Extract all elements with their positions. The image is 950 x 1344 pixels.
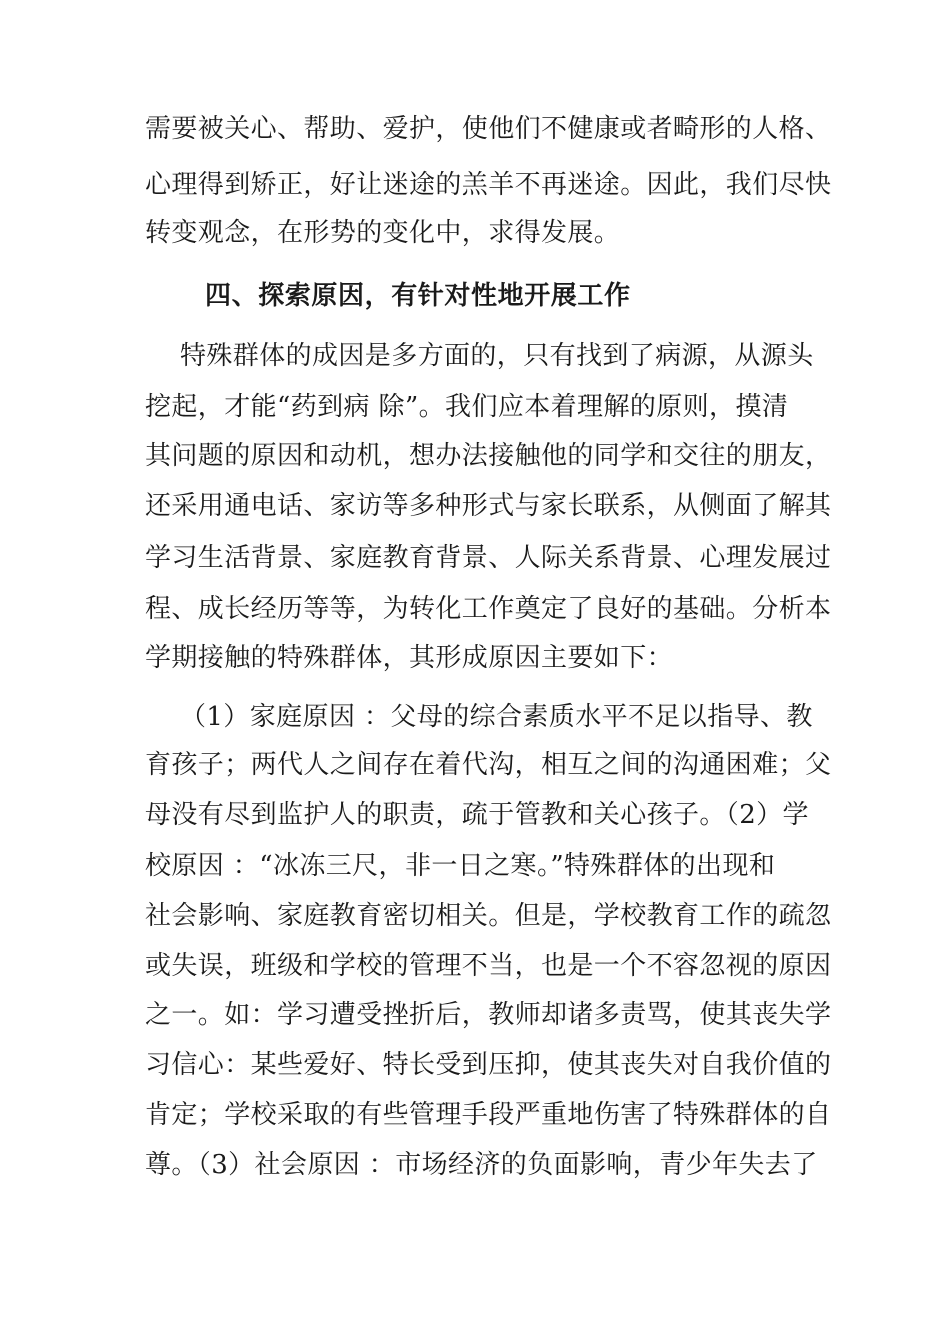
paragraph-3-line-4: 校原因 ：“冰冻三尺，非一日之寒。”特殊群体的出现和 [145, 851, 776, 881]
paragraph-2-line-5: 学习生活背景、家庭教育背景、人际关系背景、心理发展过 [145, 543, 832, 573]
paragraph-2-line-6: 程、成长经历等等，为转化工作奠定了良好的基础。分析本 [145, 594, 832, 624]
paragraph-3-line-8: 习信心：某些爱好、特长受到压抑，使其丧失对自我价值的 [145, 1050, 832, 1080]
paragraph-3-line-2: 育孩子；两代人之间存在着代沟，相互之间的沟通困难；父 [145, 750, 832, 780]
paragraph-1-line-1: 需要被关心、帮助、爱护，使他们不健康或者畸形的人格、 [145, 114, 832, 144]
paragraph-2-line-1: 特殊群体的成因是多方面的，只有找到了病源，从源头 [180, 341, 814, 371]
paragraph-2-line-2: 挖起，才能“药到病 除”。我们应本着理解的原则，摸清 [145, 392, 789, 422]
paragraph-3-line-7: 之一。如：学习遭受挫折后，教师却诸多责骂，使其丧失学 [145, 1000, 832, 1030]
paragraph-3-line-1: （1）家庭原因 ：父母的综合素质水平不足以指导、教 [180, 702, 813, 732]
section-heading: 四、探索原因，有针对性地开展工作 [205, 281, 631, 311]
paragraph-2-line-3: 其问题的原因和动机，想办法接触他的同学和交往的朋友， [145, 441, 832, 471]
paragraph-2-line-7: 学期接触的特殊群体，其形成原因主要如下： [145, 643, 674, 673]
paragraph-2-line-4: 还采用通电话、家访等多种形式与家长联系，从侧面了解其 [145, 491, 832, 521]
paragraph-3-line-6: 或失误，班级和学校的管理不当，也是一个不容忽视的原因 [145, 951, 832, 981]
paragraph-1-line-2: 心理得到矫正，好让迷途的羔羊不再迷途。因此，我们尽快 [145, 170, 832, 200]
paragraph-1-line-3: 转变观念，在形势的变化中，求得发展。 [145, 218, 621, 248]
paragraph-3-line-10: 尊。（3）社会原因 ：市场经济的负面影响，青少年失去了 [145, 1150, 818, 1180]
paragraph-3-line-9: 肯定；学校采取的有些管理手段严重地伤害了特殊群体的自 [145, 1100, 832, 1130]
paragraph-3-line-5: 社会影响、家庭教育密切相关。但是，学校教育工作的疏忽 [145, 901, 832, 931]
paragraph-3-line-3: 母没有尽到监护人的职责，疏于管教和关心孩子。（2）学 [145, 800, 809, 830]
